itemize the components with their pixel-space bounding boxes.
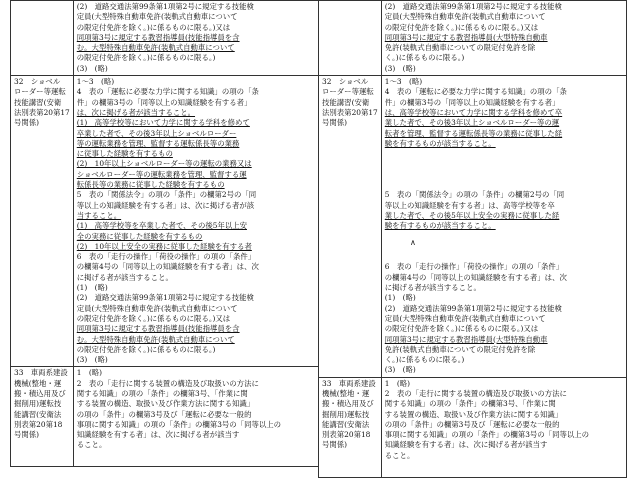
text-line: 6 表の「走行の操作」「荷役の操作」の項の「条件」 xyxy=(384,262,564,272)
row-label-line: 別表第20第18 xyxy=(322,430,371,440)
right-row3-label xyxy=(322,379,378,451)
text-line: する装置の構造、取扱い及び作業方法に関する知識」 xyxy=(384,409,563,419)
text-line: 卒業した者で、その後3年以上ショベルローダー xyxy=(76,128,237,138)
text-line: (2) 道路交通法第99条第1項第2号に規定する技能検 xyxy=(384,303,562,313)
text-line: 2 表の「走行に関する装置の構造及び取扱いの方法に xyxy=(76,378,259,388)
text-line: 定員(大型特殊自動車免許(装軌式自動車について xyxy=(384,12,546,22)
text-line xyxy=(385,149,623,159)
text-line: 5 表の「関係法令」の項の「条件」の欄第2号の「同 xyxy=(76,190,257,200)
text-line: む。大型特殊自動車免許(装軌式自動車について xyxy=(76,334,235,344)
left-row2-label-cell xyxy=(11,76,74,367)
text-line: 関する知識」の項の「条件」の欄第3号、「作業に関 xyxy=(384,399,556,409)
text-line: (1) (略) xyxy=(384,293,416,303)
row-label-line: 掘削用)運転技 xyxy=(322,409,370,419)
text-line: 業した者で、その後3年以上ショベルローダー等の運 xyxy=(384,118,560,128)
text-line: の限定付免許を除く。)に係るものに限る。)又は xyxy=(76,22,231,32)
row-label-line: 32 ショベル xyxy=(14,77,61,87)
text-line: の限定付免許を除く。)に係るものに限る。)又は xyxy=(384,324,539,334)
text-line: 事項に関する知識」の項の「条件」の欄第3号の「同等以上の xyxy=(76,419,282,429)
row-label-line: 搬・積込用及び xyxy=(322,399,374,409)
text-line xyxy=(385,252,623,262)
row-label-line: 機械(整地・運 xyxy=(322,388,370,398)
right-row3-content-cell xyxy=(381,377,626,477)
text-line: ること。 xyxy=(76,440,107,450)
text-line: 当すること。 xyxy=(76,210,122,220)
right-row2-label-cell xyxy=(319,76,382,378)
text-line: (2) 道路交通法第99条第1項第2号に規定する技能検 xyxy=(384,2,562,11)
text-line: (3) (略) xyxy=(384,365,416,375)
row-label-line: 号関係) xyxy=(322,440,348,450)
text-line: の限定付免許を除く。)に係るものに限る。)又は xyxy=(76,313,231,323)
text-line: 定員(大型特殊自動車免許(装軌式自動車について xyxy=(384,313,546,323)
right-row2-content-cell xyxy=(381,76,626,378)
row-label-line: 掘削用)運転技 xyxy=(14,399,62,409)
text-line: 免許(装軌式自動車についての限定付免許を除 xyxy=(384,344,536,354)
text-line: (3) (略) xyxy=(384,63,416,73)
text-line: 6 表の「走行の操作」「荷役の操作」の項の「条件」 xyxy=(76,252,256,262)
text-line: く。)に係るものに限る。) xyxy=(384,53,465,63)
text-line: 等の運転業務を管理、監督する運転係長等の業務 xyxy=(76,138,240,148)
text-line: の限定付免許を除く。)に係るものに限る。)又は xyxy=(384,22,539,32)
text-line: 知識経験を有する者」は、次に掲げる者が該当す xyxy=(384,440,548,450)
text-line: (3) (略) xyxy=(76,355,108,365)
text-line: 5 表の「関係法令」の項の「条件」の欄第2号の「同 xyxy=(384,190,565,200)
text-line: 定員(大型特殊自動車免許(装軌式自動車について xyxy=(76,303,238,313)
text-line: 同項第3号に規定する教習指導員(大型特殊自動車 xyxy=(384,334,548,344)
left-row2-content-cell xyxy=(73,76,318,367)
text-line xyxy=(385,232,623,242)
text-line: する装置の構造、取扱い及び作業方法に関する知識」 xyxy=(76,399,255,409)
text-line: (2) 道路交通法第99条第1項第2号に規定する技能検 xyxy=(76,293,254,303)
text-line: の限定付免許を除く。)に係るものに限る。) xyxy=(76,53,216,63)
text-line: (1) (略) xyxy=(76,283,108,293)
right-row2-label xyxy=(322,77,378,128)
text-line: に従事した経験を有するもの xyxy=(76,149,173,159)
text-line: 同項第3号に規定する教習指導員(技能指導員を含 xyxy=(76,32,240,42)
text-line: (1) 高等学校等において力学に関する学科を修めて xyxy=(76,118,250,128)
text-line: 関する知識」の項の「条件」の欄第3号、「作業に関 xyxy=(76,388,248,398)
text-line: 定員(大型特殊自動車免許(装軌式自動車について xyxy=(76,12,238,22)
right-row2-lines xyxy=(385,77,623,376)
text-line: 4 表の「運転に必要な力学に関する知識」の項の「条 xyxy=(384,87,567,97)
text-line: 4 表の「運転に必要な力学に関する知識」の項の「条 xyxy=(76,87,259,97)
text-line xyxy=(385,242,623,252)
row-label-line: ローダー等運転 xyxy=(322,87,374,97)
text-line: 1〜3 (略) xyxy=(76,77,115,87)
text-line: 免許(装軌式自動車についての限定付免許を除 xyxy=(384,43,536,53)
left-row3-label-cell xyxy=(11,367,74,467)
text-line: の欄第4号の「同等以上の知識経験を有する者」は、次 xyxy=(384,272,567,282)
text-line: (2) 10年以上安全の実務に従事した経験を有する者 xyxy=(76,241,252,251)
left-row1-lines xyxy=(77,2,315,74)
text-line: 全の実務に従事した経験を有するもの xyxy=(76,231,203,241)
row-label-line: 号関係) xyxy=(14,118,40,128)
left-row1-label-cell xyxy=(11,1,74,76)
text-line: (2) 道路交通法第99条第1項第2号に規定する技能検 xyxy=(76,2,254,11)
right-row3-lines xyxy=(385,379,623,461)
right-row1-content-cell xyxy=(381,1,626,76)
text-line: 件」の欄第3号の「同等以上の知識経験を有する者」 xyxy=(384,97,560,107)
text-line: 1〜3 (略) xyxy=(384,77,423,87)
row-label-line: 能講習(安衛法 xyxy=(322,419,370,429)
text-line xyxy=(385,170,623,180)
left-row2-lines xyxy=(77,77,315,365)
row-label-line: 搬・積込用及び xyxy=(14,388,66,398)
row-label-line: 別表第20第18 xyxy=(14,419,63,429)
text-line: く。)に係るものに限る。) xyxy=(384,355,465,365)
left-row3-lines xyxy=(77,368,315,450)
text-line: 1 (略) xyxy=(384,378,411,388)
text-line: (2) 10年以上ショベルローダー等の運転の業務又は xyxy=(76,159,252,169)
text-line: (3) (略) xyxy=(76,63,108,73)
text-line: 同項第3号に規定する教習指導員(大型特殊自動車 xyxy=(384,32,548,42)
right-row1-lines xyxy=(385,2,623,74)
left-row2-label xyxy=(14,77,70,128)
text-line: は、次に掲げる者が該当すること。 xyxy=(76,107,196,117)
row-label-line: 機械(整地・運 xyxy=(14,378,62,388)
left-comparison-table xyxy=(10,0,319,467)
row-label-line: 33 車両系建設 xyxy=(14,368,68,378)
text-line: 知識経験を有する者」は、次に掲げる者が該当す xyxy=(76,430,240,440)
left-row3-content-cell xyxy=(73,367,318,467)
row-label-line: 号関係) xyxy=(14,430,40,440)
text-line: ること。 xyxy=(384,450,415,460)
text-line: 験を有するものが該当すること。 xyxy=(384,138,496,148)
left-row1-content-cell xyxy=(73,1,318,76)
text-line: 験を有するものが該当すること。 xyxy=(384,221,496,231)
text-line: (1) 高等学校等を卒業した者で、その後5年以上安 xyxy=(76,221,247,231)
row-label-line: 33 車両系建設 xyxy=(322,378,376,388)
row-label-line: 技能講習(安衛 xyxy=(322,97,370,107)
text-line: 事項に関する知識」の項の「条件」の欄第3号の「同等以上の xyxy=(384,430,590,440)
row-label-line: ローダー等運転 xyxy=(14,87,66,97)
text-line xyxy=(385,159,623,169)
right-comparison-table xyxy=(318,0,627,478)
insertion-caret-mark: ∧ xyxy=(410,238,416,247)
right-row1-label-cell xyxy=(319,1,382,76)
text-line: 等以上の知識経験を有する者」は、高等学校等を卒 xyxy=(384,200,555,210)
row-label-line: 法別表第20第17 xyxy=(14,107,70,117)
text-line xyxy=(385,180,623,190)
text-line: 等以上の知識経験を有する者」は、次に掲げる者が該 xyxy=(76,200,255,210)
text-line: は、高等学校等において力学に関する学科を修めて卒 xyxy=(384,107,563,117)
row-label-line: 号関係) xyxy=(322,118,348,128)
text-line: の項の「条件」の欄第3号及び「運転に必要な一般的 xyxy=(76,409,252,419)
text-line: 転係長等の業務に従事した経験を有するもの xyxy=(76,180,225,190)
text-line: の限定付免許を除く。)に係るものに限る。) xyxy=(76,344,216,354)
row-label-line: 法別表第20第17 xyxy=(322,107,378,117)
left-row3-label xyxy=(14,368,70,440)
text-line: 2 表の「走行に関する装置の構造及び取扱いの方法に xyxy=(384,388,567,398)
text-line: 件」の欄第3号の「同等以上の知識経験を有する者」 xyxy=(76,97,252,107)
text-line: 業した者で、その後5年以上安全の実務に従事した経 xyxy=(384,210,560,220)
right-row3-label-cell xyxy=(319,377,382,477)
text-line: ショベルローダー等の運転業務を管理、監督する運 xyxy=(76,169,247,179)
text-line: に掲げる者が該当すること。 xyxy=(76,272,173,282)
text-line: の項の「条件」の欄第3号及び「運転に必要な一般的 xyxy=(384,419,560,429)
row-label-line: 32 ショベル xyxy=(322,77,369,87)
text-line: に掲げる者が該当すること。 xyxy=(384,283,481,293)
text-line: む。大型特殊自動車免許(装軌式自動車について xyxy=(76,43,235,53)
text-line: の欄第4号の「同等以上の知識経験を有する者」は、次 xyxy=(76,262,259,272)
text-line: 同項第3号に規定する教習指導員(技能指導員を含 xyxy=(76,324,240,334)
row-label-line: 技能講習(安衛 xyxy=(14,97,62,107)
text-line: 転者を管理、監督する運転係長等の業務に従事した経 xyxy=(384,128,563,138)
text-line: 1 (略) xyxy=(76,368,103,378)
row-label-line: 能講習(安衛法 xyxy=(14,409,62,419)
